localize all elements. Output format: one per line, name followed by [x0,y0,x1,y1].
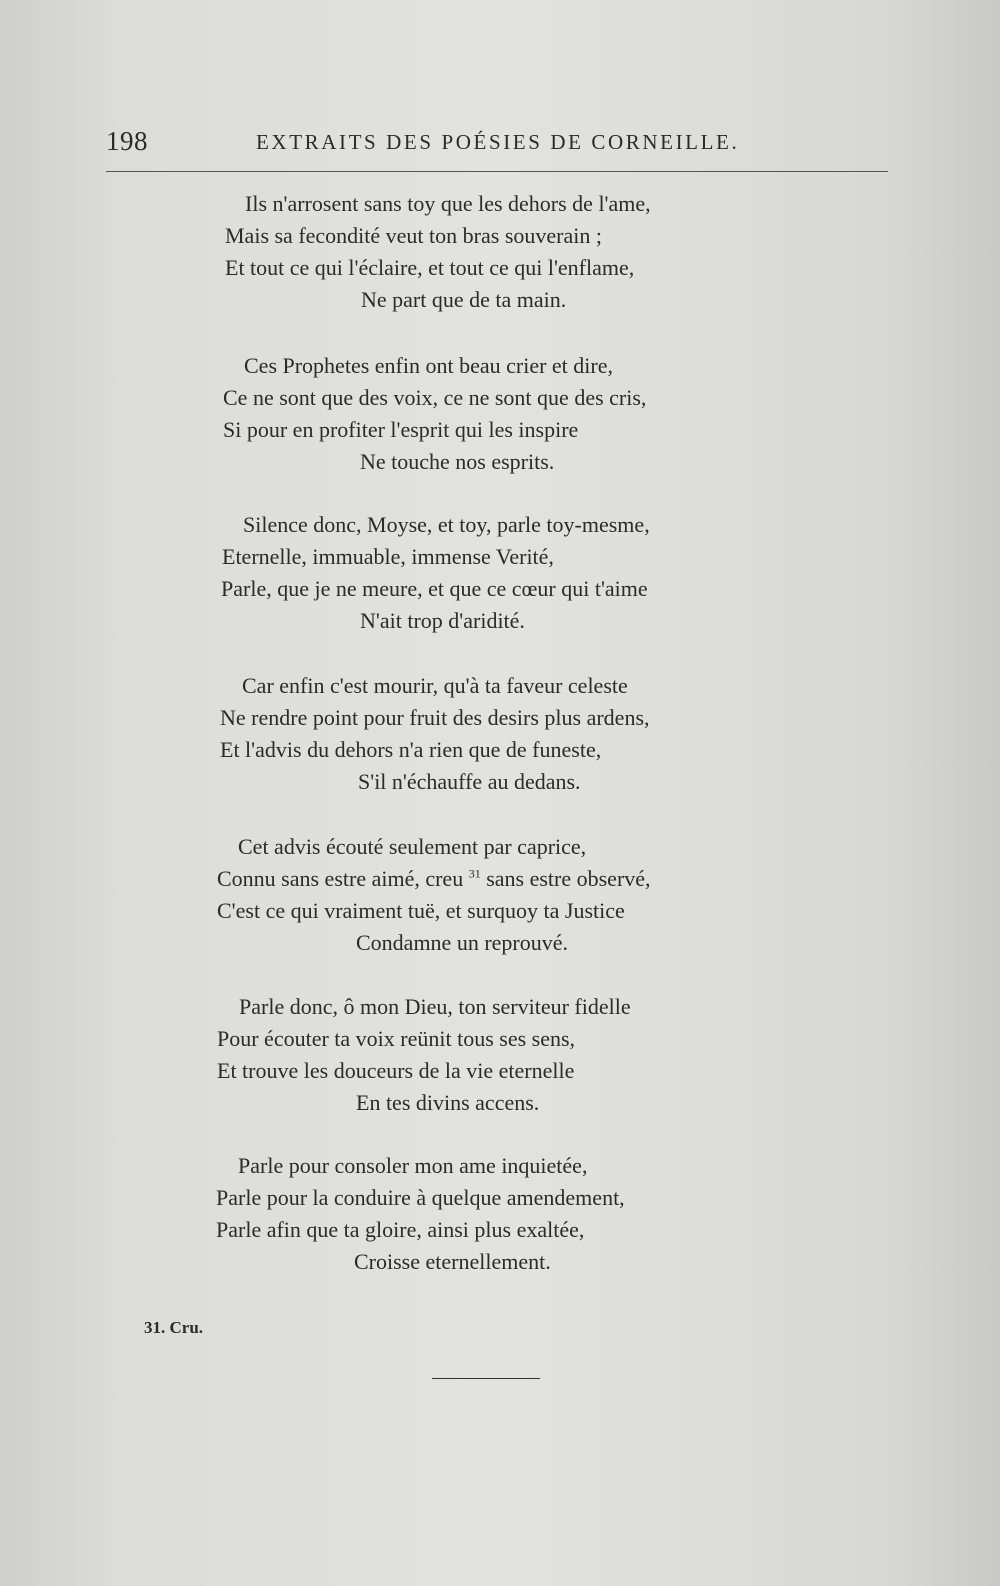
verse-line: Parle pour consoler mon ame inquietée, [238,1153,588,1178]
verse-line: Parle donc, ô mon Dieu, ton serviteur fidelle [239,994,631,1019]
verse-line: Eternelle, immuable, immense Verité, [222,544,554,569]
verse-text: Connu sans estre aimé, creu [217,866,464,891]
verse-line: Mais sa fecondité veut ton bras souverain ; [225,223,602,248]
verse-line: Condamne un reprouvé. [356,930,568,955]
verse-line: C'est ce qui vraiment tuë, et surquoy ta Justice [217,898,625,923]
page-header [106,126,886,160]
verse-line: Et trouve les douceurs de la vie eternelle [217,1058,575,1083]
footnote-reference: 31 [468,866,481,881]
verse-line: Ne rendre point pour fruit des desirs plus ardens, [220,705,650,730]
verse-line: Parle, que je ne meure, et que ce cœur qui t'aime [221,576,648,601]
verse-line [217,865,651,893]
header-rule [106,171,888,172]
verse-line: N'ait trop d'aridité. [360,608,525,633]
verse-line: Ce ne sont que des voix, ce ne sont que des cris, [223,385,647,410]
verse-line: En tes divins accens. [356,1090,540,1115]
verse-line: Parle afin que ta gloire, ainsi plus exaltée, [216,1217,585,1242]
running-title: EXTRAITS DES POÉSIES DE CORNEILLE. [256,130,740,154]
page-number: 198 [106,126,148,156]
end-rule [432,1378,540,1379]
verse-line: Silence donc, Moyse, et toy, parle toy-mesme, [243,512,650,537]
verse-line: S'il n'échauffe au dedans. [358,769,581,794]
verse-line: Cet advis écouté seulement par caprice, [238,834,587,859]
verse-line: Ne part que de ta main. [361,287,567,312]
verse-line: Parle pour la conduire à quelque amendement, [216,1185,625,1210]
verse-line: Ne touche nos esprits. [360,449,555,474]
verse-line: Car enfin c'est mourir, qu'à ta faveur celeste [242,673,628,698]
verse-line: Ces Prophetes enfin ont beau crier et dire, [244,353,613,378]
verse-line: Croisse eternellement. [354,1249,551,1274]
footnote: 31. Cru. [144,1318,204,1337]
verse-line: Ils n'arrosent sans toy que les dehors de l'ame, [245,191,651,216]
verse-text: sans estre observé, [480,866,651,891]
verse-line: Pour écouter ta voix reünit tous ses sens, [217,1026,576,1051]
verse-line: Si pour en profiter l'esprit qui les inspire [223,417,579,442]
verse-line: Et l'advis du dehors n'a rien que de funeste, [220,737,602,762]
verse-line: Et tout ce qui l'éclaire, et tout ce qui l'enflame, [225,255,635,280]
